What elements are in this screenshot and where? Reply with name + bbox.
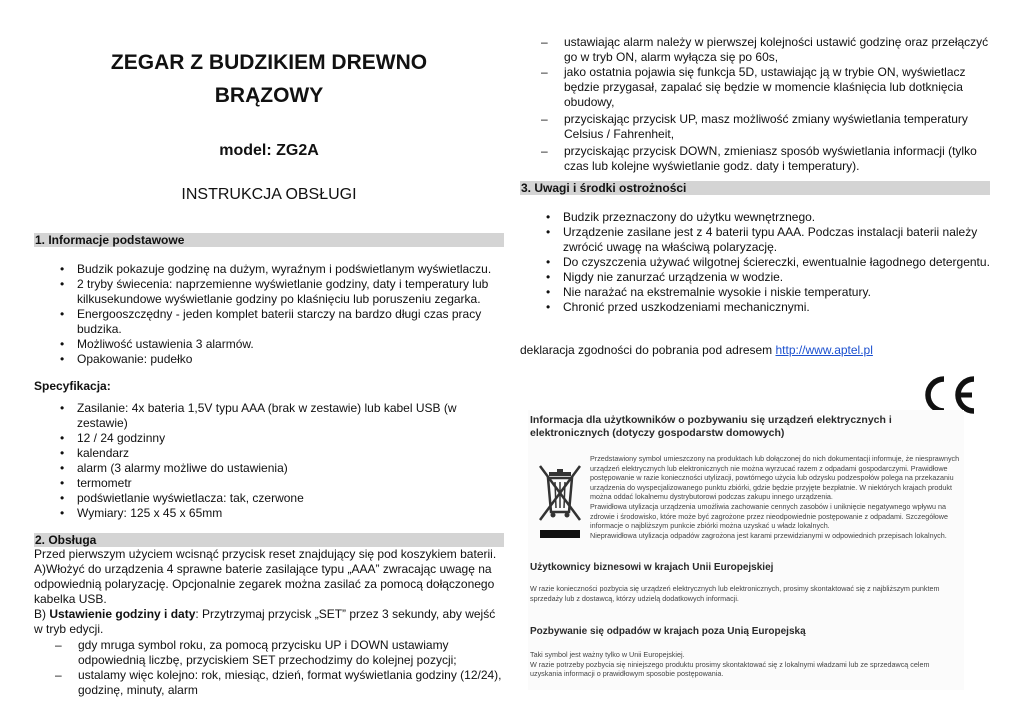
list-item: • kalendarz — [60, 446, 130, 460]
section1-heading: 1. Informacje podstawowe — [34, 233, 504, 247]
list-item: – przyciskając przycisk UP, masz możliwość zmiany wyświetlania temperatury Celsius / Fahrenheit, — [541, 112, 968, 141]
section2-step-b: B) Ustawienie godziny i daty: Przytrzymaj przycisk „SET” przez 3 sekundy, aby wejść w tryb edycji. — [34, 607, 496, 636]
model-label: model: ZG2A — [219, 142, 319, 159]
weee-business-text: W razie konieczności pozbycia się urządzeń elektrycznych lub elektronicznych, prosimy skontaktować się z najbliższym punktem sprzedaży lub z dostawcą, którzy udzielą dodatkowych informacji. — [530, 584, 940, 603]
list-item: • podświetlanie wyświetlacza: tak, czerwone — [60, 491, 304, 505]
section2-dash-list-right — [520, 35, 990, 174]
list-item: • alarm (3 alarmy możliwe do ustawienia) — [60, 461, 288, 475]
weee-outside-line-1: Taki symbol jest ważny tylko w Unii Europejskiej. — [530, 650, 685, 659]
list-item: • termometr — [60, 476, 132, 490]
list-item: – gdy mruga symbol roku, za pomocą przycisku UP i DOWN ustawiamy odpowiednią liczbę, przyciskiem SET przechodzimy do kolejnej pozycji; — [55, 638, 457, 667]
title-line-2: BRĄZOWY — [214, 84, 324, 107]
list-item: • Nigdy nie zanurzać urządzenia w wodzie. — [546, 270, 784, 284]
list-item: • Możliwość ustawienia 3 alarmów. — [60, 337, 254, 351]
section2-dash-list-left — [34, 638, 504, 698]
spec-heading: Specyfikacja: — [34, 379, 111, 393]
list-item: • Do czyszczenia używać wilgotnej ściereczki, ewentualnie łagodnego detergentu. — [546, 255, 990, 269]
weee-outside-text — [530, 650, 962, 679]
list-item: • Budzik pokazuje godzinę na dużym, wyraźnym i podświetlanym wyświetlaczu. — [60, 262, 492, 276]
section3-list — [520, 210, 990, 315]
weee-outside-heading: Pozbywanie się odpadów w krajach poza Unią Europejską — [530, 626, 806, 637]
document-title — [34, 46, 504, 112]
section2-body — [34, 547, 504, 698]
list-item: • 12 / 24 godzinny — [60, 431, 166, 445]
list-item: • Chronić przed uszkodzeniami mechanicznymi. — [546, 300, 810, 314]
list-item: • Energooszczędny - jeden komplet baterii starczy na bardzo długi czas pracy budzika. — [60, 307, 482, 336]
weee-heading: Informacja dla użytkowników o pozbywaniu się urządzeń elektrycznych i elektronicznych (dotyczy gospodarstw domowych) — [530, 414, 892, 439]
document-subtitle: INSTRUKCJA OBSŁUGI — [181, 186, 357, 203]
weee-text — [590, 454, 962, 540]
weee-business-heading: Użytkownicy biznesowi w krajach Unii Europejskiej — [530, 562, 774, 573]
weee-info-block — [528, 410, 964, 690]
section2-heading: 2. Obsługa — [34, 533, 504, 547]
list-item: • 2 tryby świecenia: naprzemienne wyświetlanie godziny, daty i temperatury lub kilkusekundowe wyświetlanie godziny po klaśnięciu lub poruszeniu zegarka. — [60, 277, 489, 306]
list-item: • Wymiary: 125 x 45 x 65mm — [60, 506, 223, 520]
list-item: • Urządzenie zasilane jest z 4 baterii typu AAA. Podczas instalacji baterii należy zwrócić uwagę na właściwą polaryzację. — [546, 225, 978, 254]
list-item: – przyciskając przycisk DOWN, zmieniasz sposób wyświetlania informacji (tylko czas lub kolejne wyświetlanie godz. daty i temperatury). — [541, 144, 977, 173]
list-item: – jako ostatnia pojawia się funkcja 5D, ustawiając ją w trybie ON, wyświetlacz będzie przygasał, zapalać się będzie w momencie klaśnięcia lub dotknięcia obudowy, — [541, 65, 966, 109]
weee-outside-line-2: W razie potrzeby pozbycia się niniejszego produktu prosimy skontaktować się z lokalnymi władzami lub ze sprzedawcą celem uzyskania informacji o prawidłowym sposobie postępowania. — [530, 659, 930, 679]
crossed-bin-icon — [534, 462, 586, 542]
weee-paragraph-3: Nieprawidłowa utylizacja odpadów zagrożona jest karami przewidzianymi w odpowiednich przepisach lokalnych. — [590, 530, 947, 540]
list-item: • Zasilanie: 4x bateria 1,5V typu AAA (brak w zestawie) lub kabel USB (w zestawie) — [60, 401, 457, 430]
section3-heading: 3. Uwagi i środki ostrożności — [520, 181, 990, 195]
declaration-link[interactable]: http://www.aptel.pl — [775, 343, 873, 357]
section1-list — [34, 262, 504, 367]
declaration: deklaracja zgodności do pobrania pod adresem http://www.aptel.pl — [520, 343, 873, 357]
section2-step-a: A)Włożyć do urządzenia 4 sprawne baterie zasilające typu „AAA” zwracając uwagę na odpowiednią polaryzację. Opcjonalnie zegarek można zasilać za pomocą dołączonego kabelka USB. — [34, 562, 495, 606]
weee-paragraph-2: Prawidłowa utylizacja urządzenia umożliwia zachowanie cennych zasobów i uniknięcie negatywnego wpływu na zdrowie i środowisko, które może być zagrożone przez nieodpowiednie postępowanie z odpadami. Szczegółowe informacje o najbliższym punkcie zbiórki można uzyskać u władz lokalnych. — [590, 501, 948, 531]
list-item: • Budzik przeznaczony do użytku wewnętrznego. — [546, 210, 816, 224]
title-line-1: ZEGAR Z BUDZIKIEM DREWNO — [110, 51, 428, 74]
list-item: – ustawiając alarm należy w pierwszej kolejności ustawić godzinę oraz przełączyć go w tryb ON, alarm wyłącza się po 60s, — [541, 35, 989, 64]
step-b-title: Ustawienie godziny i daty — [49, 607, 196, 621]
weee-paragraph-1: Przedstawiony symbol umieszczony na produktach lub dołączonej do nich dokumentacji informuje, że niesprawnych urządzeń elektrycznych lub elektronicznych nie można wyrzucać razem z odpadami gospodarczymi. Prawidłowe postępowanie w razie konieczności utylizacji, powtórnego użycia lub odzysku podzespołów polega na przekazaniu urządzenia do wyspecjalizowanego punktu zbiórki, gdzie będzie przyjęte bezpłatnie. W niektórych krajach produkt można oddać lokalnemu dystrybutorowi podczas zakupu innego urządzenia. — [590, 454, 960, 502]
list-item: – ustalamy więc kolejno: rok, miesiąc, dzień, format wyświetlania godziny (12/24), godzinę, minuty, alarm — [55, 668, 502, 697]
spec-list — [34, 401, 504, 521]
section2-intro: Przed pierwszym użyciem wcisnąć przycisk reset znajdujący się pod koszykiem baterii. — [34, 547, 497, 561]
list-item: • Opakowanie: pudełko — [60, 352, 193, 366]
list-item: • Nie narażać na ekstremalnie wysokie i niskie temperatury. — [546, 285, 871, 299]
